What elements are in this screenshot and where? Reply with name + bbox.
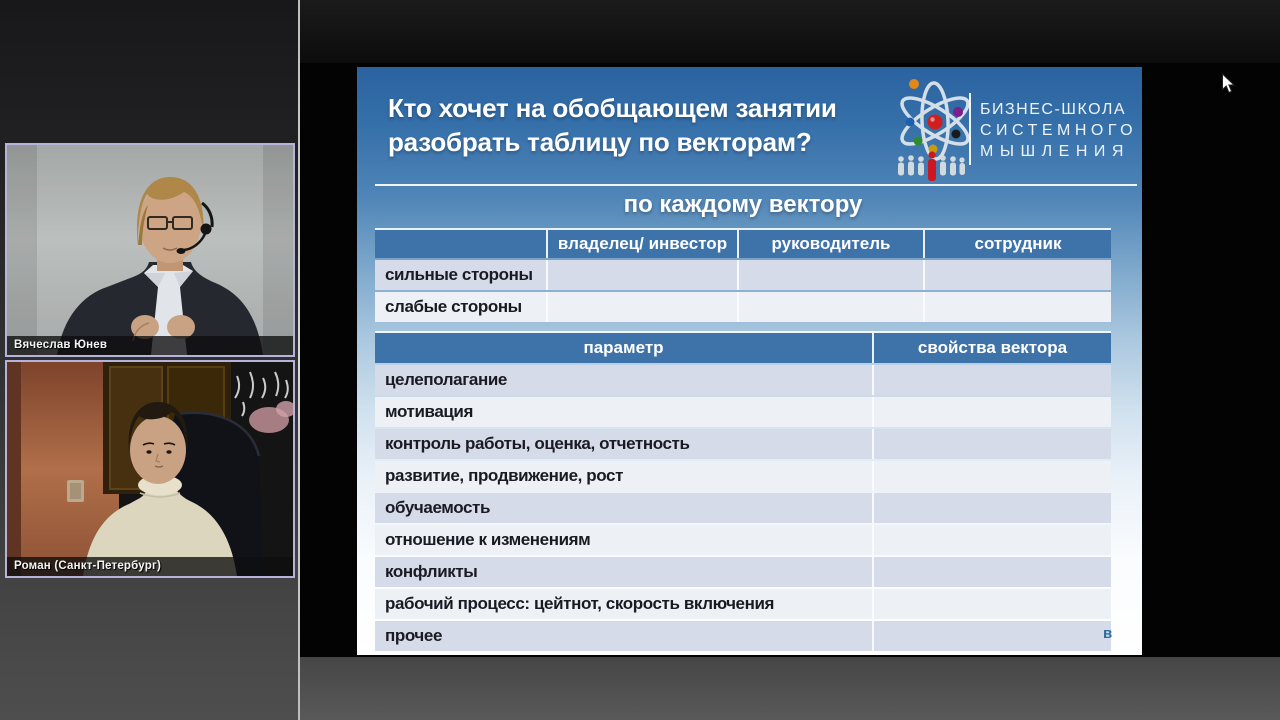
table-header-cell: свойства вектора [917, 338, 1068, 357]
slide-title-line-2: разобрать таблицу по векторам? [388, 127, 812, 157]
table-header-cell: параметр [375, 333, 874, 363]
empty-cell [874, 557, 1111, 587]
table-header-row [375, 333, 1111, 363]
row-label: конфликты [375, 557, 874, 587]
title-divider-line [375, 184, 1137, 186]
row-label: слабые стороны [375, 292, 548, 322]
table-header-cell: руководитель [739, 230, 925, 258]
table-row [375, 525, 1111, 555]
table-row [375, 589, 1111, 619]
row-label: обучаемость [375, 493, 874, 523]
empty-cell [548, 260, 739, 290]
row-label: сильные стороны [375, 260, 548, 290]
table-row [375, 461, 1111, 491]
participant-name-label: Роман (Санкт-Петербург) [7, 557, 293, 576]
slide-title-line-1: Кто хочет на обобщающем занятии [388, 93, 837, 123]
empty-cell [925, 292, 1111, 322]
row-label: отношение к изменениям [375, 525, 874, 555]
table-row [375, 557, 1111, 587]
content-area [300, 0, 1280, 720]
row-label: целеполагание [375, 365, 874, 395]
table-header-cell [375, 230, 548, 258]
row-label: мотивация [375, 397, 874, 427]
empty-cell [874, 589, 1111, 619]
empty-cell [874, 461, 1111, 491]
vector-comparison-table [375, 230, 1111, 322]
logo-text [980, 99, 1137, 162]
top-strip [300, 0, 1280, 63]
row-label: развитие, продвижение, рост [375, 461, 874, 491]
logo-text-line: МЫШЛЕНИЯ [980, 143, 1130, 160]
watermark-letter: в [1103, 625, 1113, 642]
atom-logo-icon [883, 69, 983, 185]
empty-cell [874, 397, 1111, 427]
presentation-slide [357, 67, 1142, 655]
slide-subtitle: по каждому вектору [623, 191, 863, 218]
row-label: рабочий процесс: цейтнот, скорость включения [375, 589, 874, 619]
table-row [375, 397, 1111, 427]
parameter-table [375, 333, 1111, 651]
table-header-cell: сотрудник [974, 234, 1062, 253]
empty-cell [874, 493, 1111, 523]
webcam-tile-speaker[interactable] [5, 143, 295, 357]
logo-text-line: БИЗНЕС-ШКОЛА [980, 101, 1127, 118]
empty-cell [874, 429, 1111, 459]
table-row [375, 260, 1111, 290]
participants-panel [0, 0, 298, 720]
webcam-tile-attendee[interactable] [5, 360, 295, 578]
participant-name-label: Вячеслав Юнев [7, 336, 293, 355]
logo-text-line: СИСТЕМНОГО [980, 122, 1138, 139]
empty-cell [739, 292, 925, 322]
webcam-video-attendee [7, 362, 293, 576]
empty-cell [548, 292, 739, 322]
table-header-cell: владелец/ инвестор [548, 230, 739, 258]
webcam-video-speaker [7, 145, 293, 355]
logo-separator-line [969, 93, 971, 165]
empty-cell [874, 525, 1111, 555]
mouse-cursor [1221, 73, 1236, 94]
empty-cell [874, 365, 1111, 395]
table-row [375, 429, 1111, 459]
empty-cell [874, 621, 1111, 651]
table-row [375, 493, 1111, 523]
table-header-row [375, 230, 1111, 258]
bottom-strip [300, 657, 1280, 720]
table-row [375, 365, 1111, 395]
row-label: прочее [375, 621, 874, 651]
empty-cell [739, 260, 925, 290]
table-row [375, 621, 1111, 651]
slide-title [388, 91, 837, 159]
row-label: контроль работы, оценка, отчетность [375, 429, 874, 459]
table-row [375, 292, 1111, 322]
empty-cell [925, 260, 1111, 290]
